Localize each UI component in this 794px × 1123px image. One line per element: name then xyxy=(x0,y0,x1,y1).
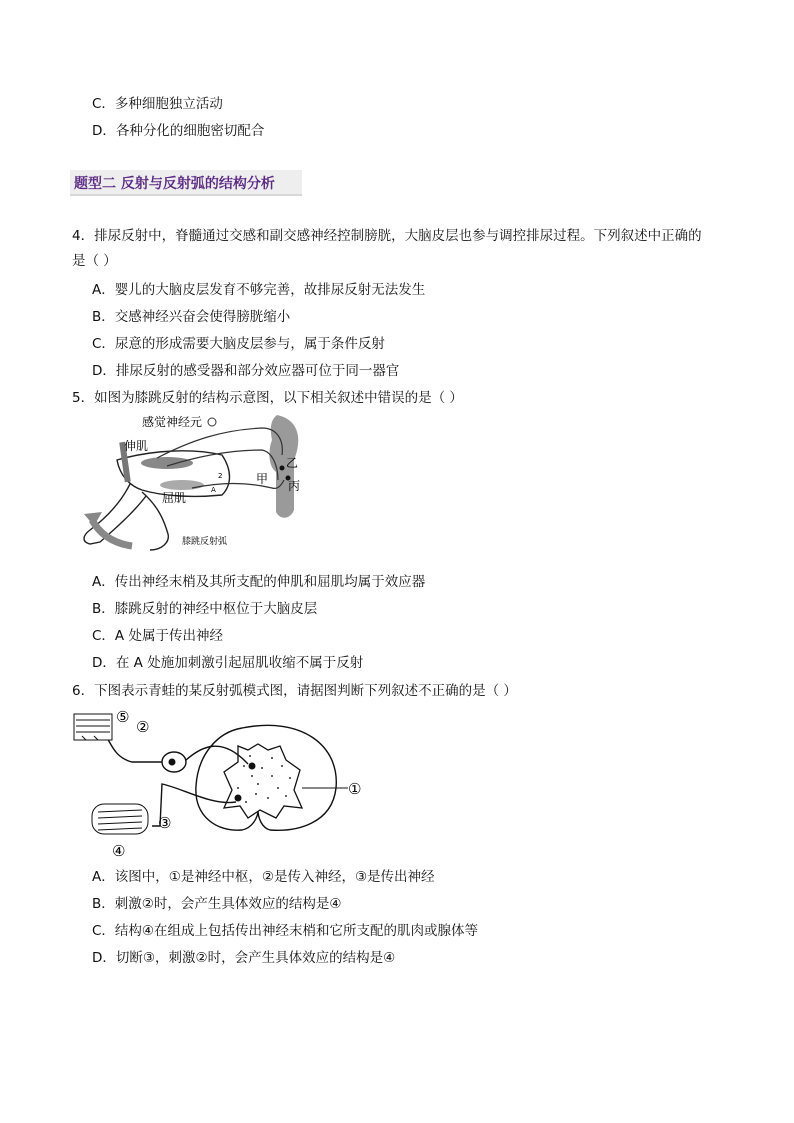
label-2: 2 xyxy=(218,472,223,480)
label-caption: 膝跳反射弧 xyxy=(182,537,228,547)
q4-option-a: A．婴儿的大脑皮层发育不够完善，故排尿反射无法发生 xyxy=(92,282,426,298)
q6-option-b: B．刺激②时，会产生具体效应的结构是④ xyxy=(92,896,342,912)
motor-neuron-body xyxy=(235,795,242,802)
node-jia xyxy=(280,466,285,471)
frog-reflex-arc-figure xyxy=(72,706,372,862)
afferent-nerve xyxy=(106,736,162,762)
q3-option-d: D．各种分化的细胞密切配合 xyxy=(92,123,265,139)
label-jia: 甲 xyxy=(256,472,269,486)
q4-stem-line2: 是（ ） xyxy=(72,253,117,269)
q4-stem-line1: 4．排尿反射中，脊髓通过交感和副交感神经控制膀胱，大脑皮层也参与调控排尿过程。下列叙述中正确的 xyxy=(72,228,702,244)
label-a: A xyxy=(211,486,216,494)
q6-option-d: D．切断③，刺激②时，会产生具体效应的结构是④ xyxy=(92,950,396,966)
q5-option-b: B．膝跳反射的神经中枢位于大脑皮层 xyxy=(92,601,318,617)
q6-stem: 6．下图表示青蛙的某反射弧模式图，请据图判断下列叙述不正确的是（ ） xyxy=(72,683,517,699)
label-flexor: 屈肌 xyxy=(162,491,187,505)
q5-stem: 5．如图为膝跳反射的结构示意图，以下相关叙述中错误的是（ ） xyxy=(72,390,463,406)
sensory-ganglion xyxy=(208,418,216,426)
label-bing: 丙 xyxy=(288,479,301,493)
receptor-skin xyxy=(74,714,112,740)
interneuron-body-1 xyxy=(249,763,256,770)
q4-option-b: B．交感神经兴奋会使得膀胱缩小 xyxy=(92,309,291,325)
q4-option-c: C．尿意的形成需要大脑皮层参与，属于条件反射 xyxy=(92,336,385,352)
q5-option-d: D．在 A 处施加刺激引起屈肌收缩不属于反射 xyxy=(92,655,364,671)
label-n2: ② xyxy=(136,718,150,736)
section-header xyxy=(70,170,302,196)
motor-nerve-flexor xyxy=(192,480,284,488)
kick-arrow-head xyxy=(84,512,102,526)
label-n4: ④ xyxy=(112,842,126,860)
section-title-text: 题型二 反射与反射弧的结构分析 xyxy=(74,176,275,192)
q6-option-c: C．结构④在组成上包括传出神经末梢和它所支配的肌肉或腺体等 xyxy=(92,923,479,939)
extensor-muscle xyxy=(141,457,193,469)
label-sensory-neuron: 感觉神经元 xyxy=(142,415,203,429)
q4-option-d: D．排尿反射的感受器和部分效应器可位于同一器官 xyxy=(92,363,400,379)
label-yi: 乙 xyxy=(286,456,299,470)
q3-option-c: C．多种细胞独立活动 xyxy=(92,96,223,112)
q5-option-a: A．传出神经末梢及其所支配的伸肌和屈肌均属于效应器 xyxy=(92,574,426,590)
label-extensor: 伸肌 xyxy=(124,439,149,453)
knee-jerk-reflex-figure xyxy=(72,410,312,562)
label-n3: ③ xyxy=(158,814,172,832)
label-n1: ① xyxy=(348,780,362,798)
q5-option-c: C．A 处属于传出神经 xyxy=(92,628,223,644)
label-n5: ⑤ xyxy=(116,708,130,726)
ganglion-cell xyxy=(169,759,176,766)
q6-option-a: A．该图中，①是神经中枢，②是传入神经，③是传出神经 xyxy=(92,869,435,885)
grey-matter xyxy=(224,744,302,818)
flexor-muscle xyxy=(160,480,204,490)
